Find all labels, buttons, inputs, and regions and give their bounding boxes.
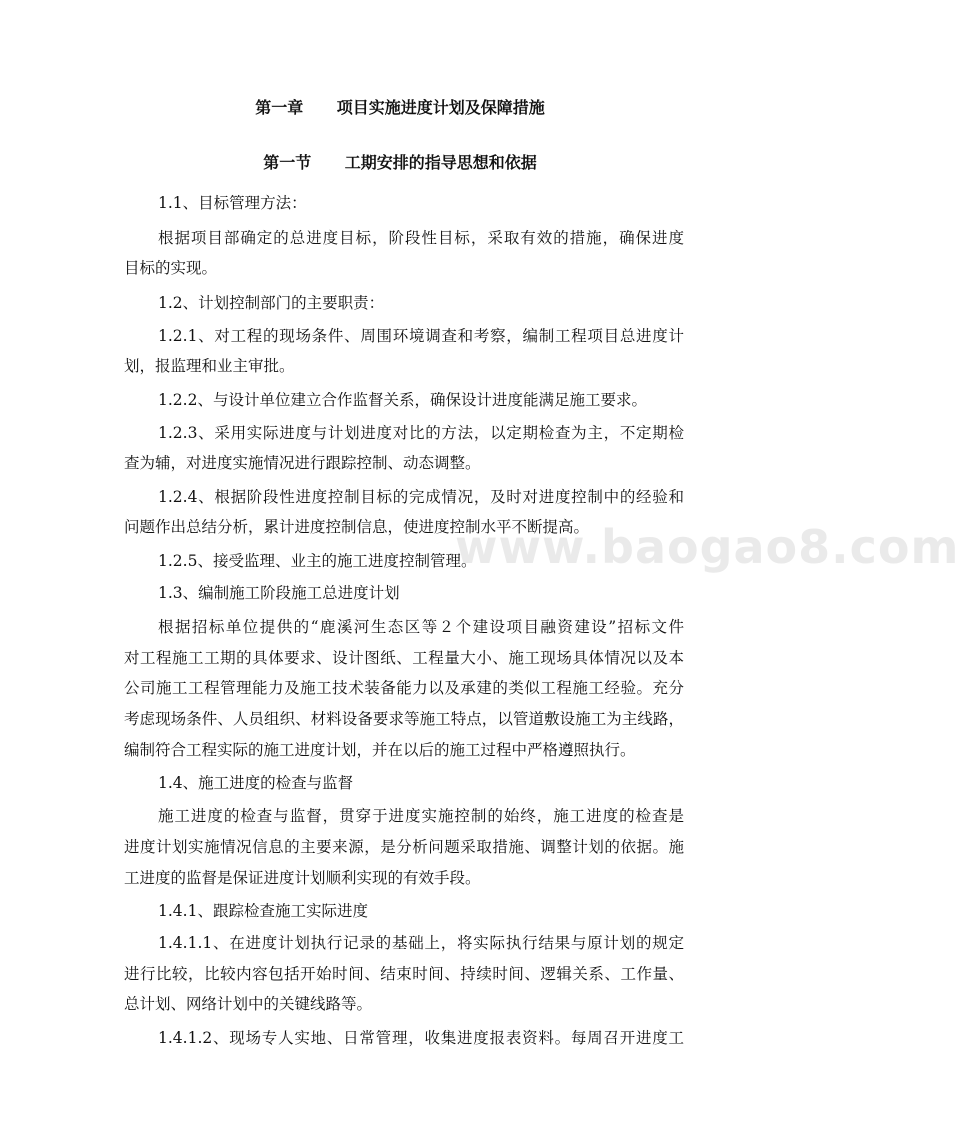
paragraph-line: 1.2.3、采用实际进度与计划进度对比的方法，以定期检查为主，不定期检 [158,424,684,442]
paragraph-line: 施工进度的检查与监督，贯穿于进度实施控制的始终，施工进度的检查是 [158,807,684,825]
paragraph-line: 问题作出总结分析，累计进度控制信息，使进度控制水平不断提高。 [124,518,590,536]
paragraph-line: 对工程施工工期的具体要求、设计图纸、工程量大小、施工现场具体情况以及本 [124,649,684,667]
paragraph-line: 划，报监理和业主审批。 [124,357,295,375]
paragraph-line: 进度计划实施情况信息的主要来源，是分析问题采取措施、调整计划的依据。施 [124,838,684,856]
paragraph-line: 1.2.1、对工程的现场条件、周围环境调查和考察，编制工程项目总进度计 [158,327,684,345]
watermark: www.baogao8.com [455,520,959,574]
paragraph-line: 1.2、计划控制部门的主要职责： [158,294,385,312]
paragraph-line: 1.2.2、与设计单位建立合作监督关系，确保设计进度能满足施工要求。 [158,391,647,409]
paragraph-line: 1.1、目标管理方法： [158,194,307,212]
paragraph-line: 目标的实现。 [124,259,218,277]
chapter-title: 第一章 项目实施进度计划及保障措施 [255,98,545,117]
paragraph-line: 查为辅，对进度实施情况进行跟踪控制、动态调整。 [124,454,481,472]
paragraph-line: 1.3、编制施工阶段施工总进度计划 [158,584,400,602]
paragraph-line: 进行比较，比较内容包括开始时间、结束时间、持续时间、逻辑关系、工作量、 [124,965,684,983]
paragraph-line: 根据项目部确定的总进度目标，阶段性目标，采取有效的措施，确保进度 [158,229,684,247]
paragraph-line: 1.4.1.2、现场专人实地、日常管理，收集进度报表资料。每周召开进度工 [158,1029,684,1047]
paragraph-line: 公司施工工程管理能力及施工技术装备能力以及承建的类似工程施工经验。充分 [124,679,684,697]
paragraph-line: 1.2.4、根据阶段性进度控制目标的完成情况，及时对进度控制中的经验和 [158,488,684,506]
paragraph-line: 1.4.1.1、在进度计划执行记录的基础上，将实际执行结果与原计划的规定 [158,934,684,952]
paragraph-line: 考虑现场条件、人员组织、材料设备要求等施工特点，以管道敷设施工为主线路， [124,710,684,728]
paragraph-line: 根据招标单位提供的“鹿溪河生态区等２个建设项目融资建设”招标文件 [158,618,684,636]
section-title: 第一节 工期安排的指导思想和依据 [263,153,537,172]
paragraph-line: 总计划、网络计划中的关键线路等。 [124,995,373,1013]
paragraph-line: 工进度的监督是保证进度计划顺利实现的有效手段。 [124,869,481,887]
paragraph-line: 编制符合工程实际的施工进度计划，并在以后的施工过程中严格遵照执行。 [124,741,636,759]
paragraph-line: 1.2.5、接受监理、业主的施工进度控制管理。 [158,552,477,570]
paragraph-line: 1.4、施工进度的检查与监督 [158,774,354,792]
paragraph-line: 1.4.1、跟踪检查施工实际进度 [158,902,368,920]
